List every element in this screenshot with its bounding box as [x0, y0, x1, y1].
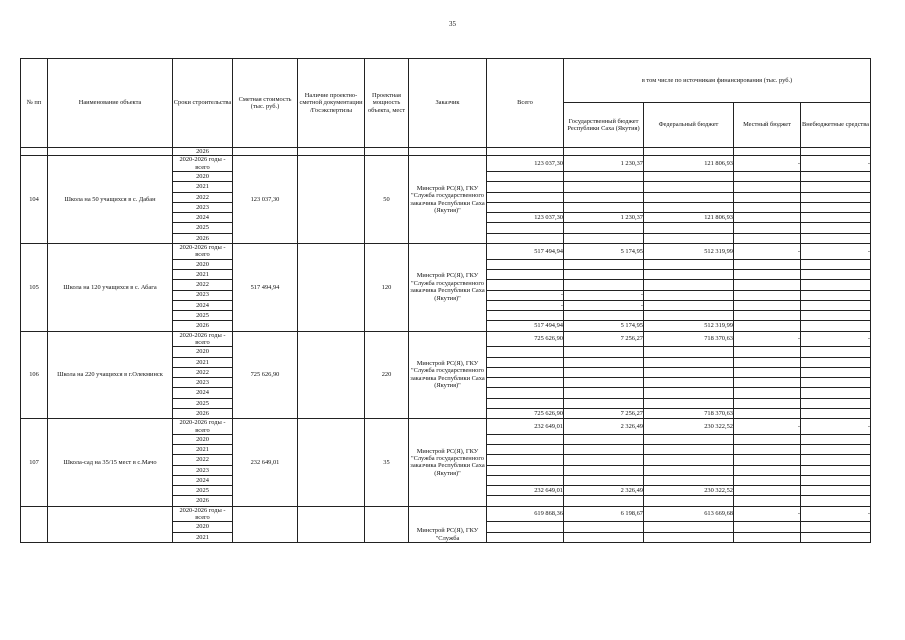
rs-year	[564, 172, 644, 182]
year: 2024	[173, 300, 233, 310]
total-year	[487, 347, 564, 357]
estimate-cost: 517 494,94	[233, 243, 298, 331]
local-all: -	[734, 506, 801, 522]
rs-all: 2 326,49	[564, 419, 644, 435]
local-year	[734, 300, 801, 310]
fed-year	[644, 259, 734, 269]
extra-all: -	[801, 156, 871, 172]
local-year	[734, 388, 801, 398]
extra-year	[801, 445, 871, 455]
empty-cell	[564, 532, 644, 542]
fed-year	[644, 465, 734, 475]
rs-year: -	[564, 290, 644, 300]
extra-year	[801, 475, 871, 485]
fed-year	[644, 357, 734, 367]
fed-year	[644, 311, 734, 321]
total-year: 232 649,01	[487, 486, 564, 496]
fed-all: 121 806,93	[644, 156, 734, 172]
docs-status	[298, 419, 365, 507]
total-all: 517 494,94	[487, 243, 564, 259]
object-name: Школа на 50 учащихся в с. Дабан	[48, 156, 173, 244]
capacity: 120	[365, 243, 409, 331]
fed-year	[644, 445, 734, 455]
estimate-cost	[233, 506, 298, 542]
extra-year	[801, 388, 871, 398]
total-year: 725 626,90	[487, 408, 564, 418]
object-name: Школа на 120 учащихся в с. Абага	[48, 243, 173, 331]
empty-cell	[734, 532, 801, 542]
local-year	[734, 233, 801, 243]
local-all: -	[734, 243, 801, 259]
extra-year	[801, 455, 871, 465]
extra-year	[801, 182, 871, 192]
year: 2024	[173, 475, 233, 485]
local-year	[734, 357, 801, 367]
object-number	[21, 506, 48, 542]
extra-all: -	[801, 506, 871, 522]
year: 2025	[173, 223, 233, 233]
estimate-cost: 232 649,01	[233, 419, 298, 507]
fed-year	[644, 398, 734, 408]
local-year	[734, 280, 801, 290]
total-year	[487, 270, 564, 280]
rs-year	[564, 388, 644, 398]
total-year: 517 494,94	[487, 321, 564, 331]
rs-year	[564, 347, 644, 357]
year: 2024	[173, 388, 233, 398]
period-all: 2020-2026 годы - всего	[173, 419, 233, 435]
total-year	[487, 259, 564, 269]
rs-year	[564, 202, 644, 212]
year: 2023	[173, 465, 233, 475]
header-estimate: Сметная стоимость (тыс. руб.)	[233, 59, 298, 148]
total-year	[487, 202, 564, 212]
year: 2020	[173, 434, 233, 444]
fed-year	[644, 280, 734, 290]
year: 2025	[173, 486, 233, 496]
extra-year	[801, 311, 871, 321]
header-sources: в том числе по источникам финансирования (тыс. руб.)	[564, 59, 871, 103]
year: 2023	[173, 202, 233, 212]
local-year	[734, 486, 801, 496]
total-year	[487, 475, 564, 485]
header-customer: Заказчик	[409, 59, 487, 148]
year: 2020	[173, 259, 233, 269]
total-year	[487, 465, 564, 475]
header-local-budget: Местный бюджет	[734, 103, 801, 148]
object-name: Школа на 220 учащихся в г.Олекминск	[48, 331, 173, 419]
rs-year	[564, 182, 644, 192]
period-all: 2020-2026 годы - всего	[173, 243, 233, 259]
local-all: -	[734, 331, 801, 347]
year: 2022	[173, 280, 233, 290]
total-year	[487, 398, 564, 408]
estimate-cost: 123 037,30	[233, 156, 298, 244]
total-year	[487, 434, 564, 444]
local-year	[734, 496, 801, 506]
page-number: 35	[449, 20, 456, 28]
fed-year: 718 370,63	[644, 408, 734, 418]
empty-cell	[734, 522, 801, 532]
rs-year	[564, 311, 644, 321]
empty-cell	[801, 532, 871, 542]
year: 2023	[173, 290, 233, 300]
fed-all: 718 370,63	[644, 331, 734, 347]
customer: Минстрой РС(Я), ГКУ "Служба государственного заказчика Республики Саха (Якутия)"	[409, 243, 487, 331]
fed-year	[644, 182, 734, 192]
extra-year	[801, 465, 871, 475]
rs-year	[564, 259, 644, 269]
docs-status	[298, 243, 365, 331]
rs-year	[564, 398, 644, 408]
period-all: 2020-2026 годы - всего	[173, 331, 233, 347]
rs-year	[564, 455, 644, 465]
local-year	[734, 398, 801, 408]
year: 2025	[173, 398, 233, 408]
total-year	[487, 455, 564, 465]
period-all: 2020-2026 годы - всего	[173, 156, 233, 172]
extra-year	[801, 398, 871, 408]
header-fed-budget: Федеральный бюджет	[644, 103, 734, 148]
local-year	[734, 367, 801, 377]
extra-year	[801, 300, 871, 310]
year: 2024	[173, 213, 233, 223]
year: 2021	[173, 270, 233, 280]
rs-all: 5 174,95	[564, 243, 644, 259]
local-year	[734, 192, 801, 202]
rs-year	[564, 280, 644, 290]
local-all: -	[734, 156, 801, 172]
rs-year	[564, 192, 644, 202]
local-year	[734, 465, 801, 475]
fed-year	[644, 172, 734, 182]
customer: Минстрой РС(Я), ГКУ "Служба государственного заказчика Республики Саха (Якутия)"	[409, 419, 487, 507]
rs-year	[564, 270, 644, 280]
rs-year	[564, 378, 644, 388]
docs-status	[298, 156, 365, 244]
docs-status	[298, 331, 365, 419]
rs-year: 5 174,95	[564, 321, 644, 331]
lead-row-year: 2026	[173, 148, 233, 156]
rs-year	[564, 475, 644, 485]
capacity: 50	[365, 156, 409, 244]
rs-year: 7 256,27	[564, 408, 644, 418]
fed-year	[644, 202, 734, 212]
total-year	[487, 192, 564, 202]
total-all: 619 868,36	[487, 506, 564, 522]
empty-cell	[564, 522, 644, 532]
capacity: 35	[365, 419, 409, 507]
year: 2026	[173, 233, 233, 243]
empty-cell	[801, 522, 871, 532]
rs-year	[564, 465, 644, 475]
extra-year	[801, 202, 871, 212]
fed-year	[644, 455, 734, 465]
year: 2025	[173, 311, 233, 321]
object-number: 106	[21, 331, 48, 419]
extra-year	[801, 280, 871, 290]
total-year	[487, 357, 564, 367]
extra-year	[801, 434, 871, 444]
header-no: № пп	[21, 59, 48, 148]
header-total: Всего	[487, 59, 564, 148]
total-year: -	[487, 300, 564, 310]
total-all: 123 037,30	[487, 156, 564, 172]
customer: Минстрой РС(Я), ГКУ "Служба	[409, 506, 487, 542]
extra-year	[801, 192, 871, 202]
local-all: -	[734, 419, 801, 435]
year: 2022	[173, 192, 233, 202]
object-name: Школа-сад на 35/15 мест в с.Мачо	[48, 419, 173, 507]
total-year	[487, 172, 564, 182]
year: 2021	[173, 445, 233, 455]
lead-row	[21, 148, 871, 156]
local-year	[734, 455, 801, 465]
fed-year: 121 806,93	[644, 213, 734, 223]
fed-year	[644, 300, 734, 310]
extra-year	[801, 367, 871, 377]
total-all: 232 649,01	[487, 419, 564, 435]
rs-year	[564, 445, 644, 455]
fed-year	[644, 290, 734, 300]
table-row	[21, 243, 871, 259]
period-all: 2020-2026 годы - всего	[173, 506, 233, 522]
fed-year	[644, 378, 734, 388]
fed-year	[644, 192, 734, 202]
local-year	[734, 311, 801, 321]
extra-year	[801, 357, 871, 367]
object-number: 104	[21, 156, 48, 244]
rs-year	[564, 223, 644, 233]
object-name	[48, 506, 173, 542]
year: 2021	[173, 357, 233, 367]
empty-cell	[487, 522, 564, 532]
rs-year	[564, 496, 644, 506]
total-year: 123 037,30	[487, 213, 564, 223]
extra-year	[801, 223, 871, 233]
capacity	[365, 506, 409, 542]
extra-year	[801, 259, 871, 269]
empty-cell	[487, 532, 564, 542]
fed-all: 613 669,68	[644, 506, 734, 522]
object-number: 107	[21, 419, 48, 507]
fed-year	[644, 233, 734, 243]
total-year	[487, 496, 564, 506]
total-year	[487, 280, 564, 290]
local-year	[734, 475, 801, 485]
rs-all: 7 256,27	[564, 331, 644, 347]
total-year: -	[487, 290, 564, 300]
extra-all: -	[801, 331, 871, 347]
header-period: Сроки строительства	[173, 59, 233, 148]
extra-year	[801, 408, 871, 418]
table-row	[21, 419, 871, 435]
local-year	[734, 202, 801, 212]
year: 2021	[173, 532, 233, 542]
local-year	[734, 290, 801, 300]
extra-year	[801, 321, 871, 331]
fed-year	[644, 496, 734, 506]
extra-all: -	[801, 243, 871, 259]
year: 2022	[173, 367, 233, 377]
year: 2020	[173, 347, 233, 357]
estimate-cost: 725 626,90	[233, 331, 298, 419]
rs-year: -	[564, 300, 644, 310]
local-year	[734, 347, 801, 357]
total-year	[487, 367, 564, 377]
extra-year	[801, 233, 871, 243]
fed-year: 512 319,99	[644, 321, 734, 331]
total-year	[487, 378, 564, 388]
year: 2026	[173, 321, 233, 331]
extra-year	[801, 290, 871, 300]
rs-year: 2 326,49	[564, 486, 644, 496]
local-year	[734, 321, 801, 331]
extra-all: -	[801, 419, 871, 435]
local-year	[734, 259, 801, 269]
local-year	[734, 213, 801, 223]
rs-year: 1 230,37	[564, 213, 644, 223]
fed-year: 230 322,52	[644, 486, 734, 496]
year: 2026	[173, 408, 233, 418]
investment-objects-table	[20, 58, 871, 543]
extra-year	[801, 486, 871, 496]
total-all: 725 626,90	[487, 331, 564, 347]
empty-cell	[644, 522, 734, 532]
year: 2020	[173, 172, 233, 182]
local-year	[734, 445, 801, 455]
docs-status	[298, 506, 365, 542]
extra-year	[801, 347, 871, 357]
header-name: Наименование объекта	[48, 59, 173, 148]
local-year	[734, 434, 801, 444]
header-rs-budget: Государственный бюджет Республики Саха (Якутия)	[564, 103, 644, 148]
fed-all: 512 319,99	[644, 243, 734, 259]
fed-year	[644, 347, 734, 357]
extra-year	[801, 496, 871, 506]
fed-year	[644, 475, 734, 485]
year: 2021	[173, 182, 233, 192]
local-year	[734, 172, 801, 182]
local-year	[734, 408, 801, 418]
extra-year	[801, 172, 871, 182]
table-row	[21, 506, 871, 522]
fed-year	[644, 434, 734, 444]
empty-cell	[644, 532, 734, 542]
total-year	[487, 445, 564, 455]
fed-year	[644, 223, 734, 233]
local-year	[734, 223, 801, 233]
table-row	[21, 156, 871, 172]
fed-year	[644, 367, 734, 377]
extra-year	[801, 378, 871, 388]
extra-year	[801, 213, 871, 223]
header-extra-budget: Внебюджетные средства	[801, 103, 871, 148]
total-year	[487, 223, 564, 233]
rs-all: 1 230,37	[564, 156, 644, 172]
total-year	[487, 233, 564, 243]
local-year	[734, 270, 801, 280]
year: 2026	[173, 496, 233, 506]
customer: Минстрой РС(Я), ГКУ "Служба государственного заказчика Республики Саха (Якутия)"	[409, 331, 487, 419]
total-year	[487, 311, 564, 321]
table-row	[21, 331, 871, 347]
header-capacity: Проектная мощность объекта, мест	[365, 59, 409, 148]
object-number: 105	[21, 243, 48, 331]
extra-year	[801, 270, 871, 280]
customer: Минстрой РС(Я), ГКУ "Служба государственного заказчика Республики Саха (Якутия)"	[409, 156, 487, 244]
fed-year	[644, 270, 734, 280]
year: 2023	[173, 378, 233, 388]
rs-year	[564, 357, 644, 367]
local-year	[734, 182, 801, 192]
rs-year	[564, 367, 644, 377]
header-docs: Наличие проектно-сметной документации /Госэкспертизы	[298, 59, 365, 148]
rs-year	[564, 233, 644, 243]
total-year	[487, 182, 564, 192]
fed-all: 230 322,52	[644, 419, 734, 435]
capacity: 220	[365, 331, 409, 419]
rs-year	[564, 434, 644, 444]
fed-year	[644, 388, 734, 398]
local-year	[734, 378, 801, 388]
total-year	[487, 388, 564, 398]
rs-all: 6 198,67	[564, 506, 644, 522]
year: 2020	[173, 522, 233, 532]
year: 2022	[173, 455, 233, 465]
